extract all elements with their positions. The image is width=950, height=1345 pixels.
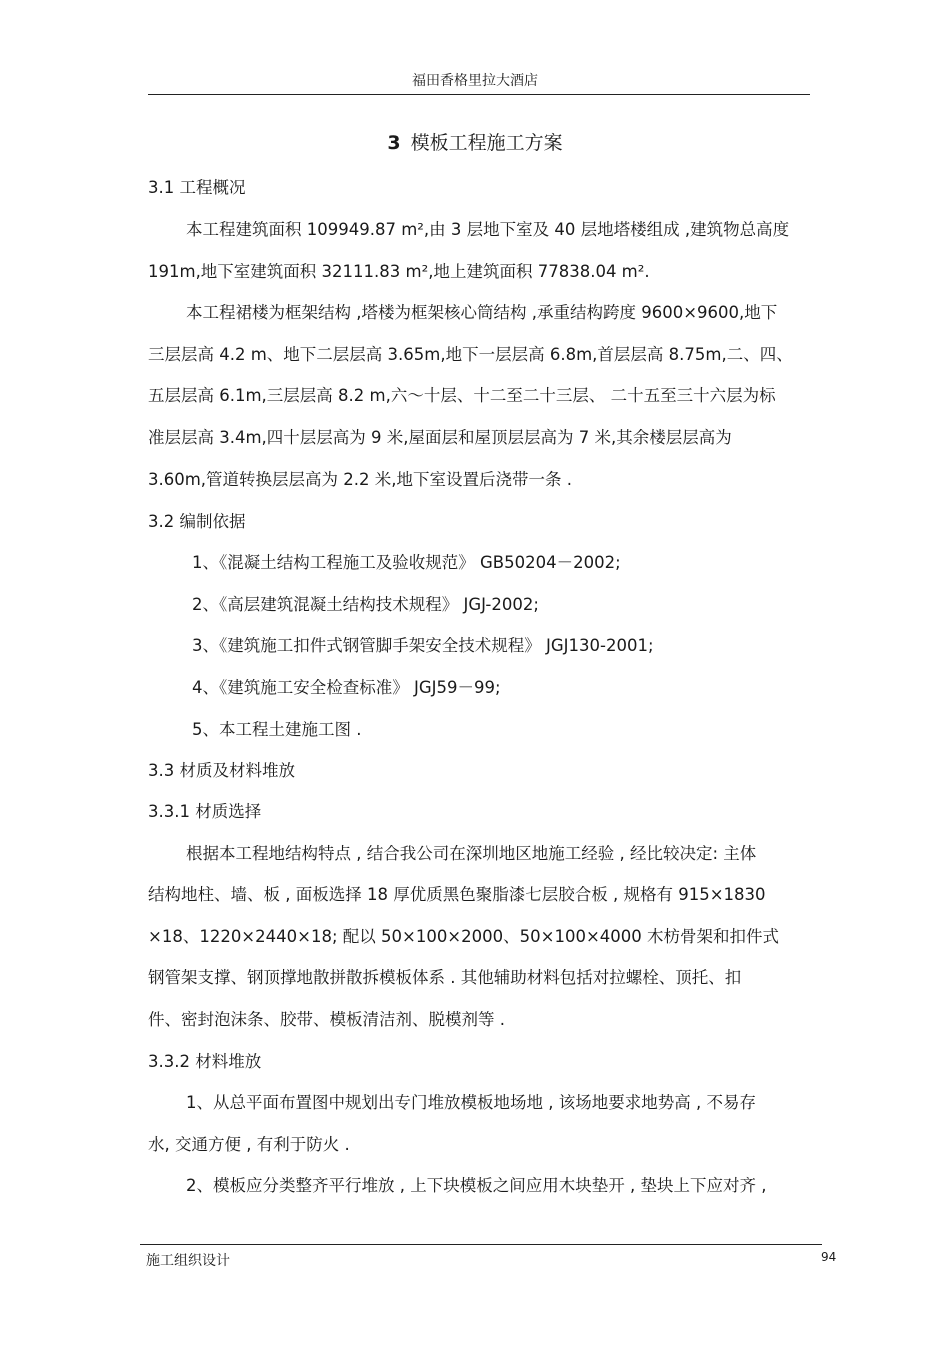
body-line: ×18、1220×2440×18; 配以 50×100×2000、50×100×4000 木枋骨架和扣件式	[148, 927, 780, 946]
body-line: 三层层高 4.2 m、地下二层层高 3.65m,地下一层层高 6.8m,首层层高 8.75m,二、四、	[148, 345, 793, 364]
body-line: 件、密封泡沫条、胶带、模板清洁剂、脱模剂等 .	[148, 1010, 505, 1029]
body-line: 3.60m,管道转换层层高为 2.2 米,地下室设置后浇带一条 .	[148, 470, 573, 489]
reference-item: 2、《高层建筑混凝土结构技术规程》 JGJ-2002;	[192, 595, 539, 614]
body-line: 本工程建筑面积 109949.87 m²,由 3 层地下室及 40 层地塔楼组成 ,建筑物总高度	[186, 220, 790, 239]
heading-3-3-2: 3.3.2 材料堆放	[148, 1052, 262, 1071]
reference-item: 4、《建筑施工安全检查标准》 JGJ59－99;	[192, 678, 501, 697]
heading-3-3-1: 3.3.1 材质选择	[148, 802, 262, 821]
heading-3-2: 3.2 编制依据	[148, 512, 246, 531]
running-header: 福田香格里拉大酒店	[412, 73, 538, 89]
footer-rule	[140, 1244, 822, 1245]
footer-left: 施工组织设计	[146, 1253, 230, 1269]
body-line: 1、从总平面布置图中规划出专门堆放模板地场地 , 该场地要求地势高 , 不易存	[186, 1093, 756, 1112]
body-line: 水, 交通方便 , 有利于防火 .	[148, 1135, 350, 1154]
body-line: 191m,地下室建筑面积 32111.83 m²,地上建筑面积 77838.04 m².	[148, 262, 650, 281]
body-line: 2、模板应分类整齐平行堆放 , 上下块模板之间应用木块垫开 , 垫块上下应对齐 ,	[186, 1176, 767, 1195]
page-number: 94	[821, 1250, 837, 1264]
reference-item: 3、《建筑施工扣件式钢管脚手架安全技术规程》 JGJ130-2001;	[192, 636, 654, 655]
body-line: 准层层高 3.4m,四十层层高为 9 米,屋面层和屋顶层层高为 7 米,其余楼层层高为	[148, 428, 732, 447]
body-line: 根据本工程地结构特点 , 结合我公司在深圳地区地施工经验 , 经比较决定: 主体	[186, 844, 757, 863]
body-line: 本工程裙楼为框架结构 ,塔楼为框架核心筒结构 ,承重结构跨度 9600×9600,地下	[186, 303, 778, 322]
section-title-text: 模板工程施工方案	[410, 132, 563, 154]
heading-3-3: 3.3 材质及材料堆放	[148, 761, 295, 780]
reference-item: 1、《混凝土结构工程施工及验收规范》 GB50204－2002;	[192, 553, 621, 572]
heading-3-1: 3.1 工程概况	[148, 178, 246, 197]
header-rule	[148, 94, 810, 95]
body-line: 五层层高 6.1m,三层层高 8.2 m,六～十层、十二至二十三层、 二十五至三十六层为标	[148, 386, 776, 405]
section-title	[0, 128, 950, 155]
body-line: 钢管架支撑、钢顶撑地散拼散拆模板体系 . 其他辅助材料包括对拉螺栓、顶托、扣	[148, 968, 742, 987]
body-line: 结构地柱、墙、板 , 面板选择 18 厚优质黑色聚脂漆七层胶合板 , 规格有 915×1830	[148, 885, 766, 904]
section-number: 3	[387, 132, 401, 154]
reference-item: 5、本工程土建施工图 .	[192, 720, 362, 739]
